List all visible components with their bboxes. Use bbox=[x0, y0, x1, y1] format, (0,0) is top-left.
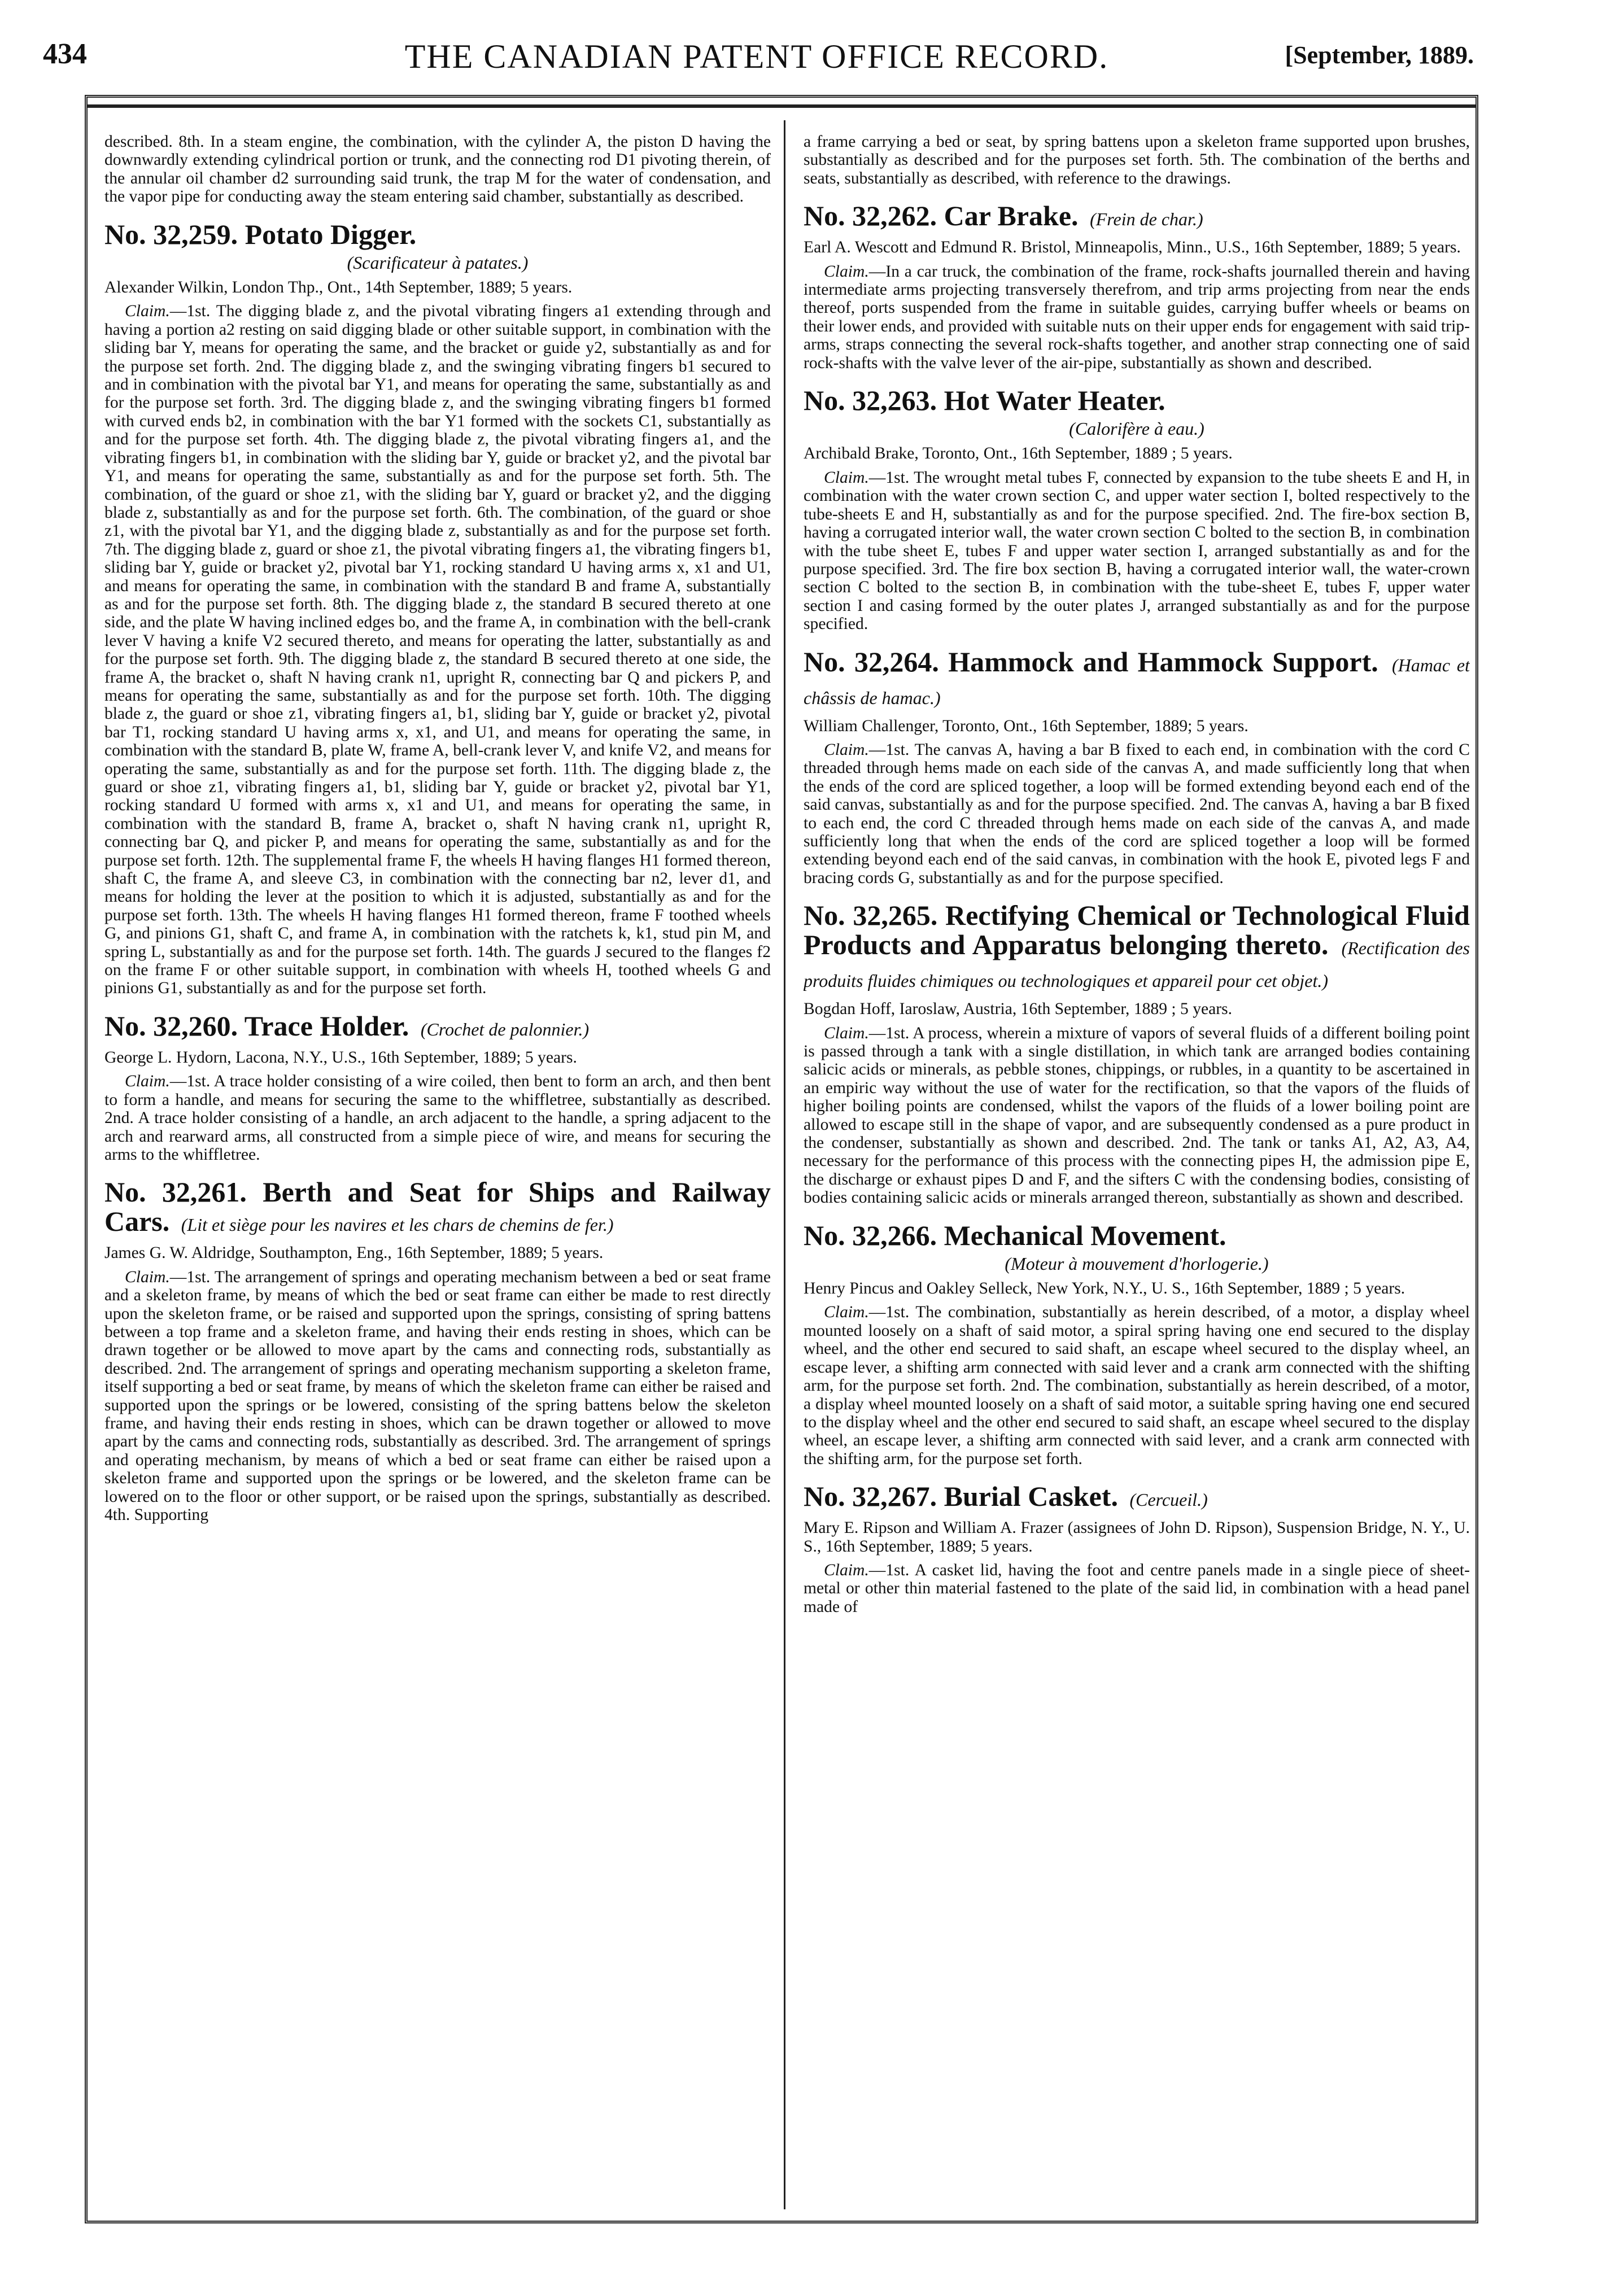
patent-number: No. 32,267. bbox=[804, 1480, 937, 1513]
french-title: (Moteur à mouvement d'horlogerie.) bbox=[1005, 1253, 1269, 1274]
right-column bbox=[804, 133, 1470, 2210]
french-title: (Cercueil.) bbox=[1129, 1489, 1208, 1510]
claim-label: Claim. bbox=[125, 302, 170, 321]
entry-heading bbox=[104, 1177, 771, 1239]
claim-label: Claim. bbox=[824, 740, 869, 759]
claim-body: —In a car truck, the combination of the frame, rock-shafts journalled therein and having intermediate arms projecting transversely therefrom, and trip arms projecting from near the ends thereof, ports suspended from the frame in suitable guides, carrying buffer wheels or beams on their lower ends, and provided with suitable nuts on their upper ends for engagement with said trip-arms, straps connecting the several rock-shafts together, and another strap connecting one of said rock-shafts with the valve lever of the air-pipe, substantially as shown and described. bbox=[804, 262, 1470, 372]
claim-text bbox=[104, 302, 771, 997]
journal-title: THE CANADIAN PATENT OFFICE RECORD. bbox=[404, 38, 1109, 75]
claim-label: Claim. bbox=[125, 1072, 170, 1091]
claim-body: —1st. The arrangement of springs and operating mechanism between a bed or seat frame and a skeleton frame, by means of which the bed or seat frame can either be made to rest directly upon the skeleton frame, or be raised and supported upon the springs, consisting of spring battens between a top frame and a skeleton frame, and having their ends resting in shoes, which can be drawn together or be allowed to move apart by the cams and connecting rods, substantially as described. 2nd. The arrangement of springs and operating mechanism supporting a skeleton frame, itself supporting a bed or seat frame, by means of which the skeleton frame can either be raised and supported upon the springs or be lowered, consisting of the spring battens below the skeleton frame, and having their ends resting in shoes, which can be drawn together or allowed to move apart by the cams and connecting rods, substantially as described. 3rd. The arrangement of springs and operating mechanism, by means of which a bed or seat frame can either be raised upon a skeleton frame and supported upon the springs or be lowered, and the skeleton frame can be lowered on to the floor or other support, or be raised upon the springs, substantially as described. 4th. Supporting bbox=[104, 1268, 771, 1524]
applicant: William Challenger, Toronto, Ont., 16th September, 1889; 5 years. bbox=[804, 716, 1248, 735]
claim-body: —1st. A process, wherein a mixture of vapors of several fluids of a different boiling point is passed through a tank with a single distillation, in which tank are arranged bodies containing salicic acids or minerals, as pebble stones, chippings, or rubbles, in a quantity to be ascertained in an empiric way without the use of water for the rectification, so that the vapors of the fluids of higher boiling points are condensed, whilst the vapors of the fluids of a lower boiling point are allowed to escape still in the shape of vapor, and are subsequently condensed as a pure product in the condenser, substantially as shown and described. 2nd. The tank or tanks A1, A2, A3, A4, necessary for the performance of this process with the connecting pipes H, the admission pipe E, the discharge or exhaust pipes D and F, and the sifters C with the condensing bodies, consisting of bodies containing salicic acids or minerals arranged thereon, substantially as shown and described. bbox=[804, 1024, 1470, 1207]
applicant: George L. Hydorn, Lacona, N.Y., U.S., 16th September, 1889; 5 years. bbox=[104, 1048, 577, 1067]
page-header bbox=[34, 27, 1479, 78]
patent-entry bbox=[804, 201, 1470, 372]
applicant: Henry Pincus and Oakley Selleck, New York, N.Y., U. S., 16th September, 1889 ; 5 years. bbox=[804, 1279, 1405, 1298]
claim-body: —1st. The digging blade z, and the pivotal vibrating fingers a1 extending through and having a portion a2 resting on said digging blade or other suitable support, in combination with the sliding bar Y, means for operating the same, and the bracket or guide y2, substantially as and for the purpose set forth. 2nd. The digging blade z, and the swinging vibrating fingers b1 secured to and in combination with the pivotal bar Y1, and means for operating the same, substantially as and for the purpose set forth. 3rd. The digging blade z, and the swinging vibrating fingers b1 formed with curved ends b2, in combination with the bar Y1 formed with the sockets C1, substantially as and for the purpose set forth. 4th. The digging blade z, the pivotal vibrating fingers a1, and the vibrating fingers b1, in combination with the sliding bar Y, guide or bracket y2, and the pivotal bar Y1, and means for operating the same, substantially as and for the purpose set forth. 5th. The combination, of the guard or shoe z1, with the sliding bar Y, guard or bracket y2, and the digging blade z, substantially as and for the purpose set forth. 6th. The combination, of the guard or shoe z1, with the pivotal bar Y1, and the digging blade z, substantially as and for the purpose set forth. 7th. The digging blade z, guard or shoe z1, the pivotal vibrating fingers a1, the vibrating fingers b1, sliding bar Y, guide or bracket y2, pivotal bar Y1, rocking standard U having arms x, x1 and U1, and means for operating the same, in combination with the standard B and frame A, substantially as and for the purpose set forth. 8th. The digging blade z, the standard B secured thereto at one side, and the plate W having inclined edges bo, and the frame A, in combination with the bell-crank lever V having a knife V2 secured thereto, and means for operating the latter, substantially as and for the purpose set forth. 9th. The digging blade z, the standard B secured thereto at one side, the frame A, the bracket o, shaft N having crank n1, upright R, connecting bar Q and pickers P, and means for operating the same, substantially as and for the purpose set forth. 10th. The digging blade z, the guard or shoe z1, vibrating fingers a1, b1, sliding bar Y, guide or bracket y2, pivotal bar T1, rocking standard U having arms x, x1, and U1, and means for operating the same, in combination with the standard B, plate W, frame A, bell-crank lever V, and knife V2, and means for operating the same, substantially as and for the purpose set forth. 11th. The digging blade z, the guard or shoe z1, vibrating fingers a1, b1, sliding bar Y, guide or bracket y2, pivotal bar Y1, rocking standard U formed with arms x, x1 and U1, and means for operating the same, in combination with the standard B, frame A, bracket o, shaft N having crank n1, upright R, connecting bar Q, and picker P, and means for operating the same, substantially as and for the purpose set forth. 12th. The supplemental frame F, the wheels H having flanges H1 formed thereon, shaft C, the frame A, and sleeve C3, in combination with the connecting bar n2, lever d1, and means for holding the lever at the position to which it is adjusted, substantially as and for the purpose set forth. 13th. The wheels H having flanges H1 formed thereon, frame F toothed wheels G, and pinions G1, shaft C, and frame A, in combination with the ratchets k, k1, stud pin M, and spring L, substantially as and for the purpose set forth. 14th. The guards J secured to the flanges f2 on the frame F or other suitable support, in combination with wheels H, toothed wheels G and pinions G1, substantially as and for the purpose set forth. bbox=[104, 302, 771, 998]
french-title: (Hamac et châssis de hamac.) bbox=[804, 654, 1470, 708]
claim-text bbox=[104, 1268, 771, 1524]
claim-label: Claim. bbox=[824, 262, 869, 281]
entry-heading bbox=[804, 1221, 1470, 1250]
french-title: (Lit et siège pour les navires et les chars de chemins de fer.) bbox=[181, 1214, 614, 1235]
claim-text bbox=[804, 1024, 1470, 1207]
patent-title: Hot Water Heater. bbox=[944, 385, 1165, 417]
patent-entry bbox=[804, 1482, 1470, 1616]
entry-heading bbox=[804, 201, 1470, 234]
patent-entry bbox=[104, 1011, 771, 1164]
patent-number: No. 32,265. bbox=[804, 899, 938, 932]
entry-heading bbox=[804, 647, 1470, 713]
applicant: Mary E. Ripson and William A. Frazer (assignees of John D. Ripson), Suspension Bridge, N. Y., U. S., 16th September, 1889; 5 years. bbox=[804, 1519, 1470, 1556]
claim-text bbox=[804, 1561, 1470, 1616]
page-number: 434 bbox=[43, 38, 87, 70]
patent-title: Potato Digger. bbox=[245, 218, 417, 250]
claim-label: Claim. bbox=[824, 1024, 869, 1042]
claim-label: Claim. bbox=[824, 1561, 869, 1579]
applicant: Archibald Brake, Toronto, Ont., 16th September, 1889 ; 5 years. bbox=[804, 444, 1233, 463]
applicant: Earl A. Wescott and Edmund R. Bristol, Minneapolis, Minn., U.S., 16th September, 1889; 5 years. bbox=[804, 238, 1461, 257]
claim-label: Claim. bbox=[824, 468, 869, 487]
left-column bbox=[104, 133, 771, 2210]
patent-number: No. 32,259. bbox=[104, 218, 238, 250]
french-title: (Crochet de palonnier.) bbox=[420, 1019, 590, 1039]
claim-label: Claim. bbox=[125, 1268, 170, 1286]
patent-title: Burial Casket. bbox=[944, 1480, 1118, 1513]
entry-heading bbox=[104, 220, 771, 249]
patent-entry bbox=[104, 1177, 771, 1524]
patent-entry bbox=[804, 647, 1470, 888]
claim-body: —1st. The canvas A, having a bar B fixed to each end, in combination with the cord C threaded through hems made on each side of the canvas A, and made sufficiently long that when the ends of the cord are spliced together, a loop will be formed extending beyond each end of the said canvas, substantially as and for the purpose specified. 2nd. The canvas A, having a bar B fixed to each end, the cord C threaded through hems made on each side of the canvas A, and made sufficiently long that when the ends of the cord are spliced together a loop will be formed extending beyond each end of the said canvas, in combination with the hook E, pivoted legs F and bracing cords G, substantially as and for the purpose specified. bbox=[804, 740, 1470, 887]
patent-entry bbox=[804, 901, 1470, 1207]
patent-title: Mechanical Movement. bbox=[944, 1219, 1226, 1251]
patent-number: No. 32,262. bbox=[804, 200, 937, 232]
french-title: (Frein de char.) bbox=[1090, 209, 1203, 230]
claim-text bbox=[804, 1303, 1470, 1468]
claim-text bbox=[804, 741, 1470, 887]
patent-title: Berth and Seat for Ships and Railway Cars. bbox=[104, 1176, 771, 1238]
continuation-text: described. 8th. In a steam engine, the combination, with the cylinder A, the piston D having the downwardly extending cylindrical portion or trunk, and the connecting rod D1 pivoting therein, of the annular oil chamber d2 surrounding said trunk, the trap M for the water of condensation, and the vapor pipe for conducting away the steam entering said chamber, substantially as described. bbox=[104, 133, 771, 206]
patent-number: No. 32,264. bbox=[804, 645, 939, 678]
patent-number: No. 32,263. bbox=[804, 385, 937, 417]
claim-text bbox=[804, 469, 1470, 633]
patent-title: Hammock and Hammock Support. bbox=[948, 645, 1378, 678]
page-border bbox=[85, 95, 1478, 2223]
patent-title: Rectifying Chemical or Technological Fluid Products and Apparatus belonging thereto. bbox=[804, 899, 1470, 961]
applicant: Alexander Wilkin, London Thp., Ont., 14th September, 1889; 5 years. bbox=[104, 278, 573, 297]
applicant: Bogdan Hoff, Iaroslaw, Austria, 16th September, 1889 ; 5 years. bbox=[804, 1000, 1233, 1019]
entry-heading bbox=[804, 1482, 1470, 1514]
claim-body: —1st. A casket lid, having the foot and centre panels made in a single piece of sheet-metal or other thin material fastened to the plate of the said lid, in combination with a head panel made of bbox=[804, 1561, 1470, 1616]
issue-date: [September, 1889. bbox=[1285, 41, 1474, 69]
patent-entry bbox=[104, 220, 771, 998]
claim-body: —1st. The wrought metal tubes F, connected by expansion to the tube sheets E and H, in combination with the water crown section C, and upper water section I, bolted respectively to the tube-sheets E and H, substantially as and for the purpose specified. 2nd. The fire-box section B, having a corrugated interior wall, the water crown section C bolted to the section B, in combination with the tube sheet E, tubes F and upper water section I, arranged substantially as and for the purpose specified. 3rd. The fire box section B, having a corrugated interior wall, the water-crown section C bolted to the section B, in combination with the tube-sheet E, tubes F, upper water section I and casing formed by the outer plates J, arranged substantially as and for the purpose specified. bbox=[804, 468, 1470, 633]
patent-number: No. 32,266. bbox=[804, 1219, 937, 1251]
applicant: James G. W. Aldridge, Southampton, Eng., 16th September, 1889; 5 years. bbox=[104, 1244, 604, 1262]
patent-title: Car Brake. bbox=[944, 200, 1079, 232]
column-divider bbox=[784, 120, 785, 2209]
claim-body: —1st. A trace holder consisting of a wire coiled, then bent to form an arch, and then bent to form a handle, and means for securing the same to the whiffletree, substantially as described. 2nd. A trace holder consisting of a handle, an arch adjacent to the handle, a spring adjacent to the arch and rearward arms, all constructed from a simple piece of wire, and means for securing the arms to the whiffletree. bbox=[104, 1072, 771, 1164]
entry-heading bbox=[804, 901, 1470, 995]
claim-body: —1st. The combination, substantially as herein described, of a motor, a display wheel mounted loosely on a shaft of said motor, a spiral spring having one end secured to the display wheel, and the other end secured to said shaft, an escape wheel secured to the display wheel, an escape lever, a shifting arm connected with said lever and a crank arm connected with the shifting arm, for the purpose set forth. 2nd. The combination, substantially as herein described, of a motor, a display wheel mounted loosely on a shaft of said motor, a suitable spring having one end secured to the display wheel and the other end secured to said shaft, an escape wheel secured to the display wheel, an escape lever, a shifting arm connected with said lever, and a crank arm connected with the shifting arm, for the purpose set forth. bbox=[804, 1303, 1470, 1468]
patent-entry bbox=[804, 386, 1470, 633]
patent-number: No. 32,260. bbox=[104, 1010, 238, 1042]
continuation-text: a frame carrying a bed or seat, by spring battens upon a skeleton frame supported upon brushes, substantially as described and for the purposes set forth. 5th. The combination of the berths and seats, substantially as described, with reference to the drawings. bbox=[804, 133, 1470, 187]
claim-text bbox=[804, 263, 1470, 372]
patent-number: No. 32,261. bbox=[104, 1176, 247, 1208]
french-title: (Calorifère à eau.) bbox=[1069, 418, 1204, 439]
french-title: (Scarificateur à patates.) bbox=[347, 252, 529, 273]
claim-text bbox=[104, 1072, 771, 1164]
entry-heading bbox=[804, 386, 1470, 415]
entry-heading bbox=[104, 1011, 771, 1044]
french-title: (Rectification des produits fluides chimiques ou technologiques et appareil pour cet objet.) bbox=[804, 938, 1470, 991]
patent-title: Trace Holder. bbox=[244, 1010, 409, 1042]
patent-entry bbox=[804, 1221, 1470, 1468]
claim-label: Claim. bbox=[824, 1303, 869, 1322]
